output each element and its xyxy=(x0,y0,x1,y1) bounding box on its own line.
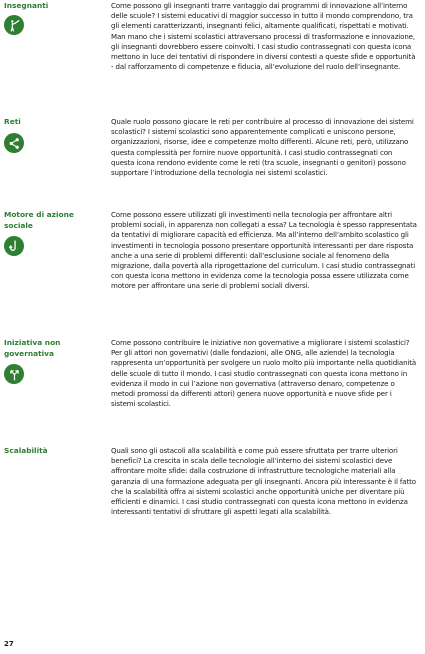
crossroads-icon xyxy=(4,364,24,384)
hook-icon xyxy=(4,236,24,256)
page-number: 27 xyxy=(4,640,14,648)
teacher-icon xyxy=(4,15,24,35)
section-text: Quali sono gli ostacoli alla scalabilità e come può essere sfruttata per trarre ulteriori benefici? La crescita in scala delle tecnologie all’interno dei sistemi scolastici deve affrontare molte sfide: dalla costruzione di infrastrutture tecnologiche materiali alla garanzia di una formazione adeguata per gli insegnanti. Ancora più interessante è il fatto che la scalabilità offra ai sistemi scolastici anche opportunità uniche per diventare più efficienti e dinamici. I casi studio contrassegnati con questa icona mettono in evidenza interessanti tentativi di sfruttare gli aspetti legati alla scalabilità. xyxy=(111,446,416,517)
section-title: Reti xyxy=(4,117,21,126)
section-title: Scalabilità xyxy=(4,446,48,455)
section-text: Quale ruolo possono giocare le reti per contribuire al processo di innovazione dei sistemi scolastici? I sistemi scolastici sono apparentemente complicati e uniscono persone, organizzazioni, risorse, idee e competenze molto differenti. Alcune reti, però, utilizzano questa complessità per fornire nuove opportunità. I casi studio contrassegnati con questa icona rendono evidente come le reti (tra scuole, insegnanti o genitori) possono supportare l’introduzione della tecnologia nei sistemi scolastici. xyxy=(111,117,414,178)
section-text: Come possono essere utilizzati gli investimenti nella tecnologia per affrontare altri problemi sociali, in apparenza non collegati a essa? La tecnologia è spesso rappresentata da tentativi di migliorare capacità ed efficienza. Ma all’interno dell’ambito scolastico gli investimenti in tecnologia possono presentare opportunità interessanti per dare risposta anche a una serie di problemi differenti: dall’esclusione sociale al fenomeno della migrazione, dalla povertà alla riprogettazione del curriculum. I casi studio contrassegnati con questa icona mettono in evidenza come la tecnologia possa essere utilizzata come motore per affrontare una serie di problemi sociali diversi. xyxy=(111,210,417,291)
network-icon xyxy=(4,133,24,153)
section-title: Insegnanti xyxy=(4,1,49,10)
section-text: Come possono gli insegnanti trarre vantaggio dai programmi di innovazione all’interno delle scuole? I sistemi educativi di maggior successo in tutto il mondo comprendono, tra gli elementi caratterizzanti, insegnanti felici, altamente qualificati, rispettati e motivati. Man mano che i sistemi scolastici attraversano processi di trasformazione e innovazione, gli insegnanti dovrebbero essere coinvolti. I casi studio contrassegnati con questa icona mettono in luce dei tentativi di rispondere in diversi contesti a queste sfide e opportunità - dal rafforzamento di competenze e fiducia, all’evoluzione del ruolo dell’insegnante. xyxy=(111,1,416,72)
section-text: Come possono contribuire le iniziative non governative a migliorare i sistemi scolastici? Per gli attori non governativi (dalle fondazioni, alle ONG, alle aziende) la tecnologia rappresenta un’opportunità per svolgere un ruolo molto più importante nella quotidianità delle scuole di tutto il mondo. I casi studio contrassegnati con questa icona mettono in evidenza il modo in cui l’azione non governativa (attraverso denaro, competenze o metodi promossi da differenti attori) genera nuove opportunità e nuove sfide per i sistemi scolastici. xyxy=(111,338,417,409)
section-title: Iniziativa non governativa xyxy=(4,338,61,358)
section-title: Motore di azione sociale xyxy=(4,210,74,230)
